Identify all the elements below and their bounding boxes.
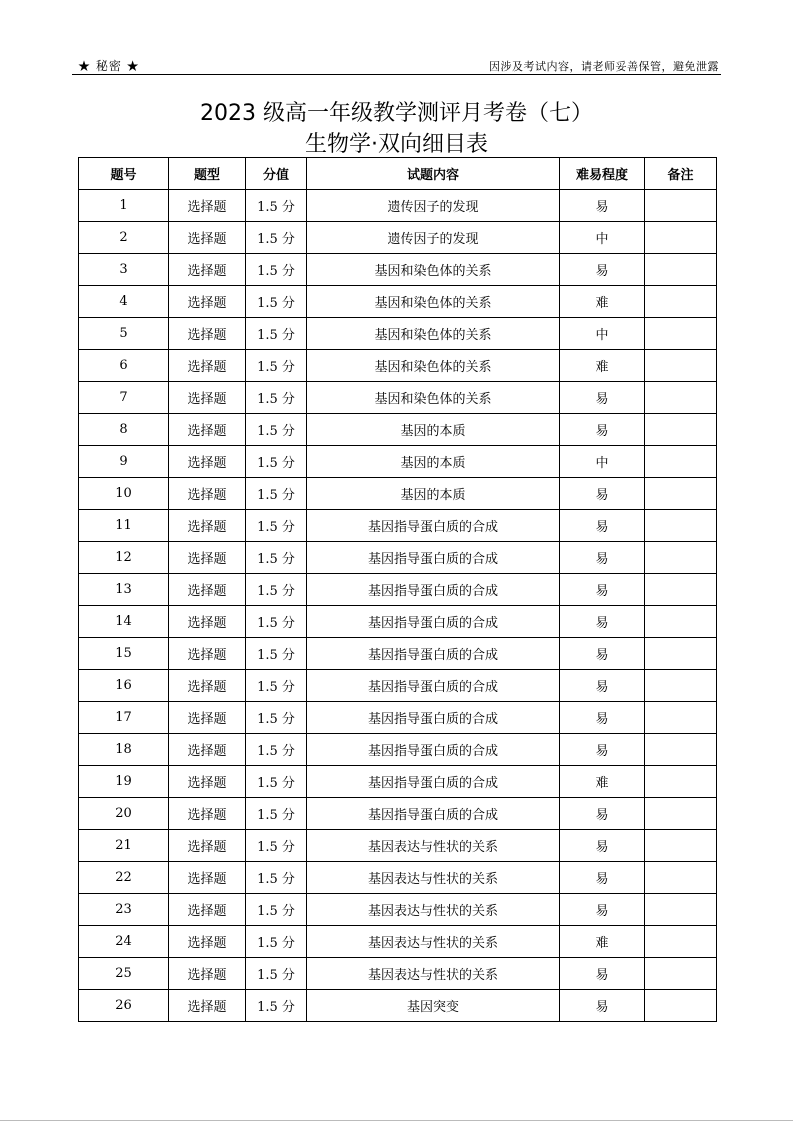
cell-number: 26 [79,990,169,1022]
cell-type: 选择题 [169,670,246,702]
cell-number: 13 [79,574,169,606]
cell-content: 基因指导蛋白质的合成 [307,734,560,766]
cell-difficulty: 易 [560,478,645,510]
table-title: 生物学·双向细目表 [305,132,488,157]
cell-difficulty: 易 [560,958,645,990]
table-row [79,958,717,990]
cell-score: 1.5 分 [246,574,307,606]
cell-difficulty: 易 [560,574,645,606]
cell-score: 1.5 分 [246,382,307,414]
cell-number: 20 [79,798,169,830]
cell-score: 1.5 分 [246,318,307,350]
cell-content: 基因指导蛋白质的合成 [307,638,560,670]
cell-type: 选择题 [169,606,246,638]
cell-type: 选择题 [169,510,246,542]
cell-content: 基因指导蛋白质的合成 [307,542,560,574]
cell-score: 1.5 分 [246,734,307,766]
cell-type: 选择题 [169,542,246,574]
cell-content: 基因和染色体的关系 [307,350,560,382]
cell-number: 24 [79,926,169,958]
cell-note [645,926,717,958]
cell-content: 基因和染色体的关系 [307,254,560,286]
cell-difficulty: 易 [560,414,645,446]
cell-number: 2 [79,222,169,254]
cell-difficulty: 难 [560,926,645,958]
table-row [79,670,717,702]
cell-note [645,670,717,702]
table-row [79,990,717,1022]
confidential-label: ★ 秘密 ★ [78,59,140,73]
cell-number: 16 [79,670,169,702]
cell-note [645,638,717,670]
cell-note [645,446,717,478]
cell-number: 10 [79,478,169,510]
cell-score: 1.5 分 [246,862,307,894]
cell-type: 选择题 [169,926,246,958]
cell-note [645,766,717,798]
cell-difficulty: 易 [560,254,645,286]
cell-content: 基因指导蛋白质的合成 [307,670,560,702]
cell-difficulty: 中 [560,318,645,350]
col-header-type: 题型 [169,158,246,190]
col-header-number: 题号 [79,158,169,190]
cell-difficulty: 易 [560,894,645,926]
table-row [79,830,717,862]
cell-content: 基因指导蛋白质的合成 [307,574,560,606]
cell-difficulty: 易 [560,830,645,862]
cell-content: 基因的本质 [307,446,560,478]
cell-note [645,350,717,382]
cell-type: 选择题 [169,382,246,414]
table-row [79,478,717,510]
cell-difficulty: 易 [560,670,645,702]
table-row [79,574,717,606]
cell-content: 基因和染色体的关系 [307,382,560,414]
cell-score: 1.5 分 [246,446,307,478]
cell-type: 选择题 [169,478,246,510]
cell-content: 基因表达与性状的关系 [307,958,560,990]
cell-content: 基因表达与性状的关系 [307,926,560,958]
table-row [79,446,717,478]
cell-content: 基因突变 [307,990,560,1022]
cell-number: 7 [79,382,169,414]
table-row [79,638,717,670]
table-row [79,350,717,382]
col-header-difficulty: 难易程度 [560,158,645,190]
cell-score: 1.5 分 [246,766,307,798]
cell-content: 遗传因子的发现 [307,222,560,254]
cell-number: 6 [79,350,169,382]
cell-score: 1.5 分 [246,286,307,318]
cell-type: 选择题 [169,190,246,222]
cell-number: 8 [79,414,169,446]
cell-type: 选择题 [169,286,246,318]
cell-type: 选择题 [169,862,246,894]
cell-type: 选择题 [169,830,246,862]
cell-difficulty: 易 [560,862,645,894]
cell-note [645,222,717,254]
cell-content: 基因表达与性状的关系 [307,894,560,926]
table-body [79,190,717,1022]
cell-note [645,990,717,1022]
table-row [79,766,717,798]
table-row [79,702,717,734]
cell-difficulty: 易 [560,542,645,574]
page-bottom-edge [0,1120,793,1121]
cell-note [645,318,717,350]
cell-content: 遗传因子的发现 [307,190,560,222]
col-header-score: 分值 [246,158,307,190]
cell-note [645,510,717,542]
cell-number: 15 [79,638,169,670]
cell-note [645,798,717,830]
cell-type: 选择题 [169,734,246,766]
cell-score: 1.5 分 [246,222,307,254]
cell-number: 19 [79,766,169,798]
cell-content: 基因指导蛋白质的合成 [307,798,560,830]
cell-note [645,734,717,766]
cell-type: 选择题 [169,798,246,830]
table-row [79,190,717,222]
specification-table [78,157,717,1022]
cell-content: 基因表达与性状的关系 [307,830,560,862]
cell-type: 选择题 [169,254,246,286]
cell-content: 基因指导蛋白质的合成 [307,606,560,638]
cell-type: 选择题 [169,958,246,990]
cell-content: 基因和染色体的关系 [307,318,560,350]
cell-note [645,382,717,414]
cell-note [645,862,717,894]
cell-difficulty: 易 [560,510,645,542]
cell-number: 25 [79,958,169,990]
cell-content: 基因表达与性状的关系 [307,862,560,894]
cell-note [645,542,717,574]
table-header-row [79,158,717,190]
cell-note [645,606,717,638]
table-row [79,414,717,446]
cell-score: 1.5 分 [246,510,307,542]
cell-difficulty: 易 [560,190,645,222]
cell-type: 选择题 [169,990,246,1022]
cell-type: 选择题 [169,318,246,350]
table-row [79,926,717,958]
cell-note [645,190,717,222]
cell-difficulty: 难 [560,350,645,382]
table-row [79,222,717,254]
cell-score: 1.5 分 [246,798,307,830]
cell-type: 选择题 [169,574,246,606]
cell-content: 基因的本质 [307,414,560,446]
cell-type: 选择题 [169,766,246,798]
cell-difficulty: 易 [560,734,645,766]
cell-difficulty: 易 [560,606,645,638]
cell-number: 18 [79,734,169,766]
cell-score: 1.5 分 [246,350,307,382]
table-row [79,606,717,638]
cell-score: 1.5 分 [246,638,307,670]
table-row [79,510,717,542]
cell-score: 1.5 分 [246,702,307,734]
cell-score: 1.5 分 [246,990,307,1022]
cell-number: 22 [79,862,169,894]
exam-title: 2023 级高一年级教学测评月考卷（七） [200,101,593,126]
cell-number: 17 [79,702,169,734]
cell-note [645,830,717,862]
cell-number: 11 [79,510,169,542]
cell-number: 9 [79,446,169,478]
cell-content: 基因指导蛋白质的合成 [307,702,560,734]
cell-type: 选择题 [169,638,246,670]
cell-number: 23 [79,894,169,926]
header-divider [72,74,721,75]
cell-content: 基因的本质 [307,478,560,510]
cell-type: 选择题 [169,350,246,382]
cell-number: 21 [79,830,169,862]
cell-note [645,414,717,446]
cell-number: 5 [79,318,169,350]
cell-score: 1.5 分 [246,830,307,862]
confidential-notice: 因涉及考试内容，请老师妥善保管，避免泄露 [489,60,719,73]
cell-number: 4 [79,286,169,318]
table-row [79,254,717,286]
cell-note [645,958,717,990]
cell-score: 1.5 分 [246,542,307,574]
cell-content: 基因和染色体的关系 [307,286,560,318]
cell-score: 1.5 分 [246,190,307,222]
cell-score: 1.5 分 [246,958,307,990]
cell-number: 1 [79,190,169,222]
cell-note [645,254,717,286]
cell-difficulty: 难 [560,766,645,798]
cell-score: 1.5 分 [246,478,307,510]
cell-type: 选择题 [169,446,246,478]
table-row [79,382,717,414]
cell-type: 选择题 [169,414,246,446]
cell-difficulty: 易 [560,798,645,830]
table-row [79,734,717,766]
cell-note [645,286,717,318]
cell-difficulty: 难 [560,286,645,318]
cell-score: 1.5 分 [246,414,307,446]
cell-content: 基因指导蛋白质的合成 [307,510,560,542]
cell-score: 1.5 分 [246,606,307,638]
cell-type: 选择题 [169,702,246,734]
cell-score: 1.5 分 [246,926,307,958]
cell-difficulty: 中 [560,222,645,254]
table-row [79,862,717,894]
cell-number: 12 [79,542,169,574]
cell-difficulty: 中 [560,446,645,478]
cell-number: 3 [79,254,169,286]
cell-type: 选择题 [169,894,246,926]
table-row [79,286,717,318]
cell-number: 14 [79,606,169,638]
cell-score: 1.5 分 [246,670,307,702]
table-row [79,798,717,830]
table-row [79,318,717,350]
cell-note [645,702,717,734]
cell-difficulty: 易 [560,638,645,670]
col-header-content: 试题内容 [307,158,560,190]
cell-difficulty: 易 [560,382,645,414]
cell-type: 选择题 [169,222,246,254]
cell-score: 1.5 分 [246,254,307,286]
cell-note [645,478,717,510]
col-header-note: 备注 [645,158,717,190]
table-row [79,894,717,926]
cell-note [645,894,717,926]
cell-score: 1.5 分 [246,894,307,926]
table-row [79,542,717,574]
cell-difficulty: 易 [560,990,645,1022]
cell-difficulty: 易 [560,702,645,734]
cell-note [645,574,717,606]
cell-content: 基因指导蛋白质的合成 [307,766,560,798]
